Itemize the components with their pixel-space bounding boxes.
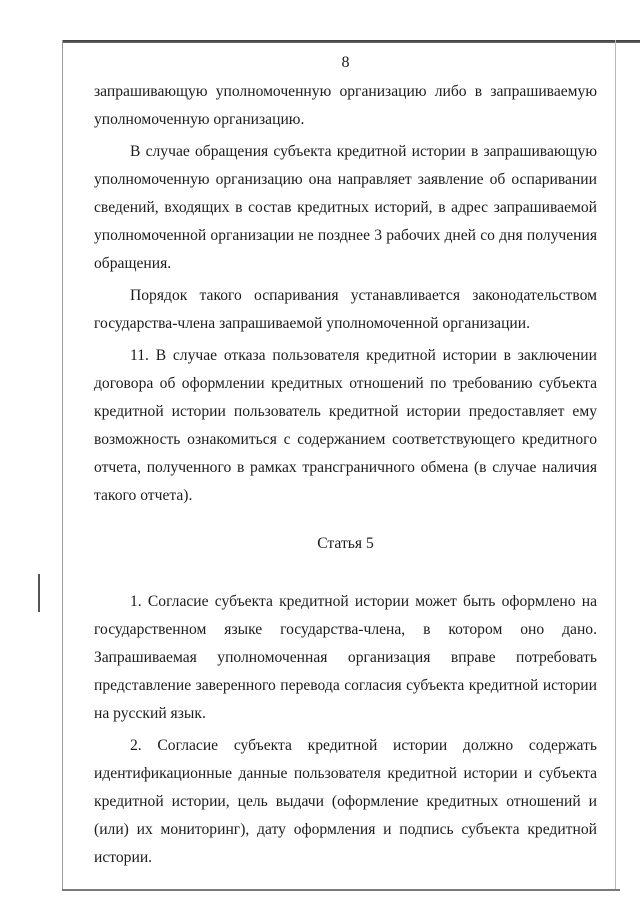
margin-mark [38, 574, 40, 612]
paragraph-item-11: 11. В случае отказа пользователя кредитной истории в заключении договора об оформлении кредитных отношений по требованию субъекта кредитной истории пользователь кредитной истории предоставляет ему возможность ознакомиться с содержанием соответствующего кредитного отчета, полученного в рамках трансграничного обмена (в случае наличия такого отчета). [94, 347, 597, 504]
page-number: 8 [341, 54, 350, 71]
paragraph-item-2: 2. Согласие субъекта кредитной истории должно содержать идентификационные данные пользователя кредитной истории и субъекта кредитной истории, цель выдачи (оформление кредитных отношений и (или) их мониторинг), дату оформления и подпись субъекта кредитной истории. [94, 737, 597, 866]
scan-border-left [62, 40, 63, 889]
paragraph-continuation: запрашивающую уполномоченную организацию либо в запрашиваемую уполномоченную организацию. [94, 83, 597, 128]
scan-border-right [615, 40, 616, 889]
paragraph-dispute-request: В случае обращения субъекта кредитной истории в запрашивающую уполномоченную организацию она направляет заявление об оспаривании сведений, входящих в состав кредитных историй, в адрес запрашиваемой уполномоченной организации не позднее 3 рабочих дней со дня получения обращения. [94, 143, 597, 272]
article-heading: Статья 5 [317, 535, 374, 552]
document-page [94, 48, 597, 872]
paragraph-item-1: 1. Согласие субъекта кредитной истории может быть оформлено на государственном языке государства-члена, в котором оно дано. Запрашиваемая уполномоченная организация вправе потребовать представление заверенного перевода согласия субъекта кредитной истории на русский язык. [94, 593, 597, 722]
paragraph-dispute-procedure: Порядок такого оспаривания устанавливается законодательством государства-члена запрашиваемой уполномоченной организации. [94, 287, 597, 332]
scan-border-top [62, 40, 640, 43]
scan-border-bottom [62, 889, 620, 891]
